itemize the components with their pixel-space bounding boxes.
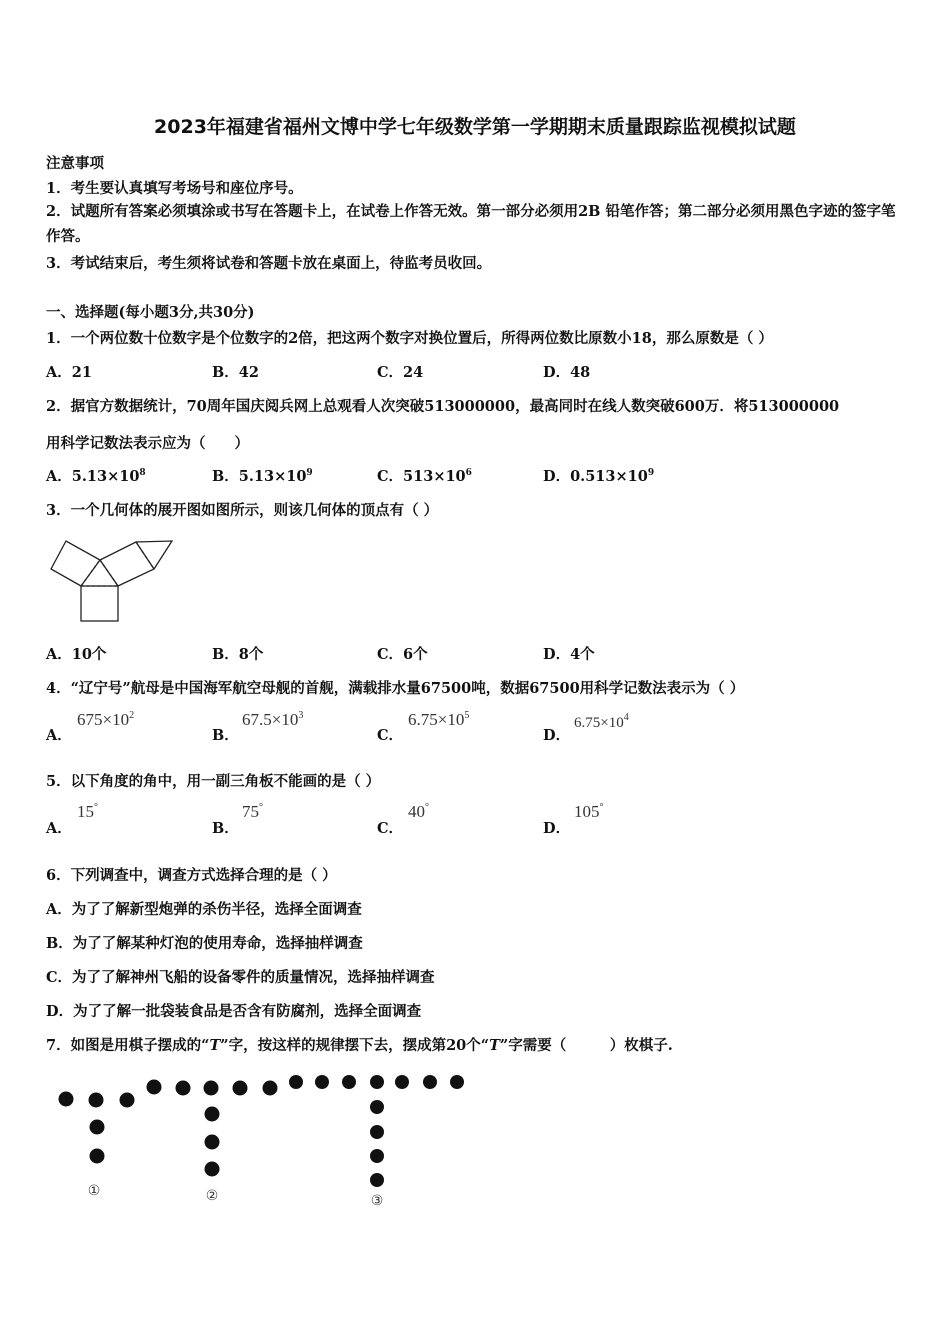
t3-piece: [289, 1075, 303, 1089]
notice-item-2: 2．试题所有答案必须填涂或书写在答题卡上，在试卷上作答无效。第一部分必须用2B 铅笔作答；第二部分必须用黑色字迹的签字笔作答。: [46, 203, 896, 245]
t3-piece: [370, 1075, 384, 1089]
q6-option-d: D．为了了解一批袋装食品是否含有防腐剂，选择全面调查: [46, 1003, 422, 1020]
q3-option-d: D．4个: [543, 646, 595, 663]
q5-option-a-formula: 15°: [77, 802, 98, 821]
net-right-triangle: [136, 541, 172, 569]
t1-piece: [90, 1120, 105, 1135]
q4-option-c-formula: $6.75\times 10^5$: [408, 710, 470, 729]
q5-option-c-formula: 40°: [408, 802, 429, 821]
figure-label-3: ③: [370, 1193, 384, 1209]
q5-option-a-label: A．: [46, 820, 72, 837]
t2-piece: [204, 1081, 219, 1096]
q4-option-b-formula: $67.5\times 10^3$: [242, 710, 304, 729]
t1-piece: [120, 1093, 135, 1108]
notice-heading: 注意事项: [46, 155, 104, 172]
t3-piece: [370, 1149, 384, 1163]
section-heading: 一、选择题(每小题3分,共30分): [46, 304, 255, 321]
t3-piece: [342, 1075, 356, 1089]
q3-option-c: C．6个: [377, 646, 428, 663]
t1-piece: [90, 1149, 105, 1164]
t3-piece: [395, 1075, 409, 1089]
t3-piece: [370, 1125, 384, 1139]
q6-option-b: B．为了了解某种灯泡的使用寿命，选择抽样调查: [46, 935, 363, 952]
t2-piece: [176, 1081, 191, 1096]
q1-stem: 1．一个两位数十位数字是个位数字的2倍，把这两个数字对换位置后，所得两位数比原数小18，那么原数是（ ）: [46, 330, 773, 347]
page-title: 2023年福建省福州文博中学七年级数学第一学期期末质量跟踪监视模拟试题: [154, 116, 796, 138]
q4-option-b-label: B．: [212, 727, 239, 744]
q2-option-d: D．$0.513\times 10^9$: [543, 468, 655, 485]
figure-label-2: ②: [205, 1188, 219, 1204]
q5-option-d-formula: 105°: [574, 802, 604, 821]
t3-piece: [450, 1075, 464, 1089]
t2-piece: [205, 1107, 220, 1122]
net-left-square: [51, 541, 100, 586]
q1-option-c: C．24: [377, 364, 424, 381]
t3-piece: [423, 1075, 437, 1089]
q2-stem-line1: 2．据官方数据统计，70周年国庆阅兵网上总观看人次突破513000000，最高同时在线人数突破600万．将513000000: [46, 398, 840, 415]
q1-option-a: A．21: [46, 364, 92, 381]
q4-option-d-label: D．: [543, 727, 571, 744]
q4-option-a-label: A．: [46, 727, 72, 744]
t2-piece: [205, 1162, 220, 1177]
q4-stem: 4．“辽宁号”航母是中国海军航空母舰的首舰，满载排水量67500吨，数据67500用科学记数法表示为（ ）: [46, 680, 745, 697]
t1-piece: [89, 1093, 104, 1108]
q2-option-b: B．$5.13\times 10^9$: [212, 468, 313, 485]
q4-option-d-formula: $6.75\times 10^4$: [574, 712, 629, 731]
t1-piece: [59, 1092, 74, 1107]
q4-option-c-label: C．: [377, 727, 404, 744]
notice-item-3: 3．考试结束后，考生须将试卷和答题卡放在桌面上，待监考员收回。: [46, 255, 492, 272]
t3-piece: [370, 1173, 384, 1187]
t2-piece: [147, 1080, 162, 1095]
q2-option-c: C．$513\times 10^6$: [377, 468, 472, 485]
q1-option-b: B．42: [212, 364, 259, 381]
q7-t-pattern-figure: [50, 1070, 480, 1215]
t3-piece: [315, 1075, 329, 1089]
notice-item-1: 1．考生要认真填写考场号和座位序号。: [46, 180, 303, 197]
q3-option-a: A．10个: [46, 646, 107, 663]
q6-option-a: A．为了了解新型炮弹的杀伤半径，选择全面调查: [46, 901, 362, 918]
t3-piece: [370, 1100, 384, 1114]
net-right-square: [100, 542, 154, 586]
t2-piece: [205, 1135, 220, 1150]
q5-option-b-formula: 75°: [242, 802, 263, 821]
q3-option-b: B．8个: [212, 646, 264, 663]
q5-option-b-label: B．: [212, 820, 239, 837]
q5-stem: 5．以下角度的角中，用一副三角板不能画的是（ ）: [46, 773, 381, 790]
q5-option-c-label: C．: [377, 820, 404, 837]
q2-option-a: A．$5.13\times 10^8$: [46, 468, 146, 485]
q5-option-d-label: D．: [543, 820, 571, 837]
q2-stem-line2: 用科学记数法表示应为（ ）: [46, 435, 249, 452]
q6-option-c: C．为了了解神州飞船的设备零件的质量情况，选择抽样调查: [46, 969, 435, 986]
q7-stem: 7．如图是用棋子摆成的“T”字，按这样的规律摆下去，摆成第20个“T”字需要（ ）枚棋子.: [46, 1037, 673, 1054]
q3-net-figure: [48, 538, 178, 623]
figure-label-1: ①: [87, 1183, 101, 1199]
q3-stem: 3．一个几何体的展开图如图所示，则该几何体的顶点有（ ）: [46, 502, 439, 519]
t2-piece: [263, 1081, 278, 1096]
q4-option-a-formula: $675\times 10^2$: [77, 710, 135, 729]
t2-piece: [233, 1081, 248, 1096]
q1-option-d: D．48: [543, 364, 591, 381]
q6-stem: 6．下列调查中，调查方式选择合理的是（ ）: [46, 867, 337, 884]
net-square: [81, 586, 118, 621]
